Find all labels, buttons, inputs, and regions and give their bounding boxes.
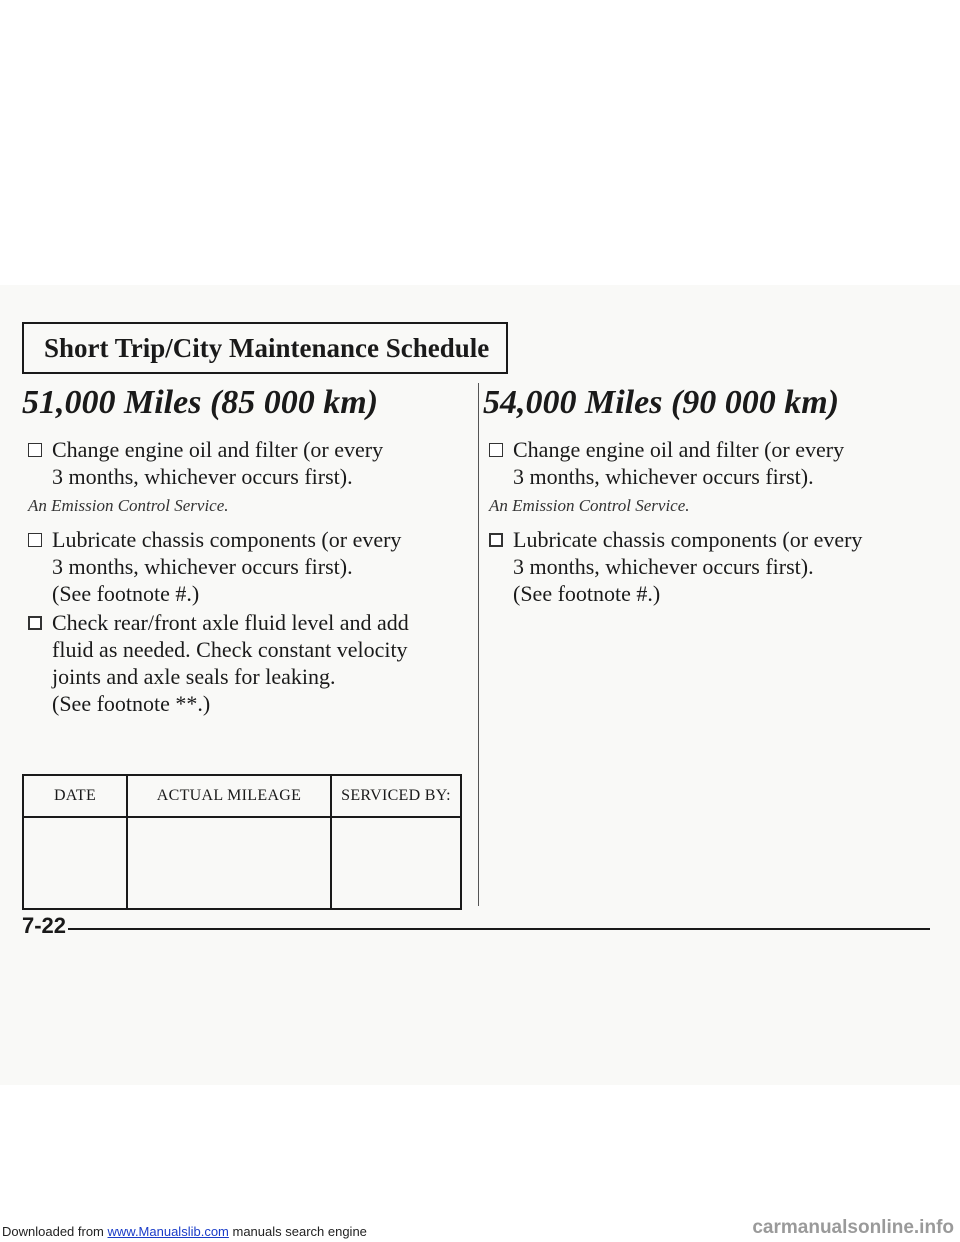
section-title: Short Trip/City Maintenance Schedule [44,332,490,363]
checkbox-icon[interactable] [28,616,42,630]
column-51000-miles [22,384,462,719]
emission-note: An Emission Control Service. [489,496,690,515]
page-number: 7-22 [22,913,67,938]
table-row [23,817,461,909]
checkbox-icon[interactable] [489,533,503,547]
column-54000-miles [483,384,923,609]
mileage-cell[interactable] [127,817,331,909]
checklist-item-text: Change engine oil and filter (or every 3 months, whichever occurs first). [52,437,384,489]
download-suffix: manuals search engine [228,1224,367,1239]
checklist-item-text: Lubricate chassis components (or every 3 months, whichever occurs first). (See footnote #.) [52,527,402,606]
mileage-heading-54000: 54,000 Miles (90 000 km) [483,384,840,421]
column-header-serviced-by: SERVICED BY: [331,775,461,817]
manualslib-link[interactable]: www.Manualslib.com [107,1224,229,1239]
emission-note: An Emission Control Service. [28,496,229,515]
column-header-actual-mileage: ACTUAL MILEAGE [127,775,331,817]
checklist-item [483,526,923,607]
checklist-item [483,436,923,490]
column-header-date: DATE [23,775,127,817]
footer-rule [68,928,930,930]
checklist-item [22,609,462,717]
column-divider [478,383,479,906]
checklist-item-text: Check rear/front axle fluid level and add fluid as needed. Check constant velocity joints and axle seals for leaking. (See footnote **.) [52,610,409,716]
service-log-table [22,774,462,910]
checklist-item [22,526,462,607]
download-prefix: Downloaded from [2,1224,108,1239]
mileage-heading-51000: 51,000 Miles (85 000 km) [22,384,379,421]
checkbox-icon[interactable] [28,443,42,457]
checklist-item-text: Change engine oil and filter (or every 3 months, whichever occurs first). [513,437,845,489]
download-credit [2,1224,367,1239]
table-header-row [23,775,461,817]
date-cell[interactable] [23,817,127,909]
serviced-by-cell[interactable] [331,817,461,909]
checklist-item-text: Lubricate chassis components (or every 3 months, whichever occurs first). (See footnote #.) [513,527,863,606]
checkbox-icon[interactable] [489,443,503,457]
checklist-item [22,436,462,490]
watermark-logo: carmanualsonline.info [752,1217,954,1238]
checkbox-icon[interactable] [28,533,42,547]
section-header [22,322,508,374]
